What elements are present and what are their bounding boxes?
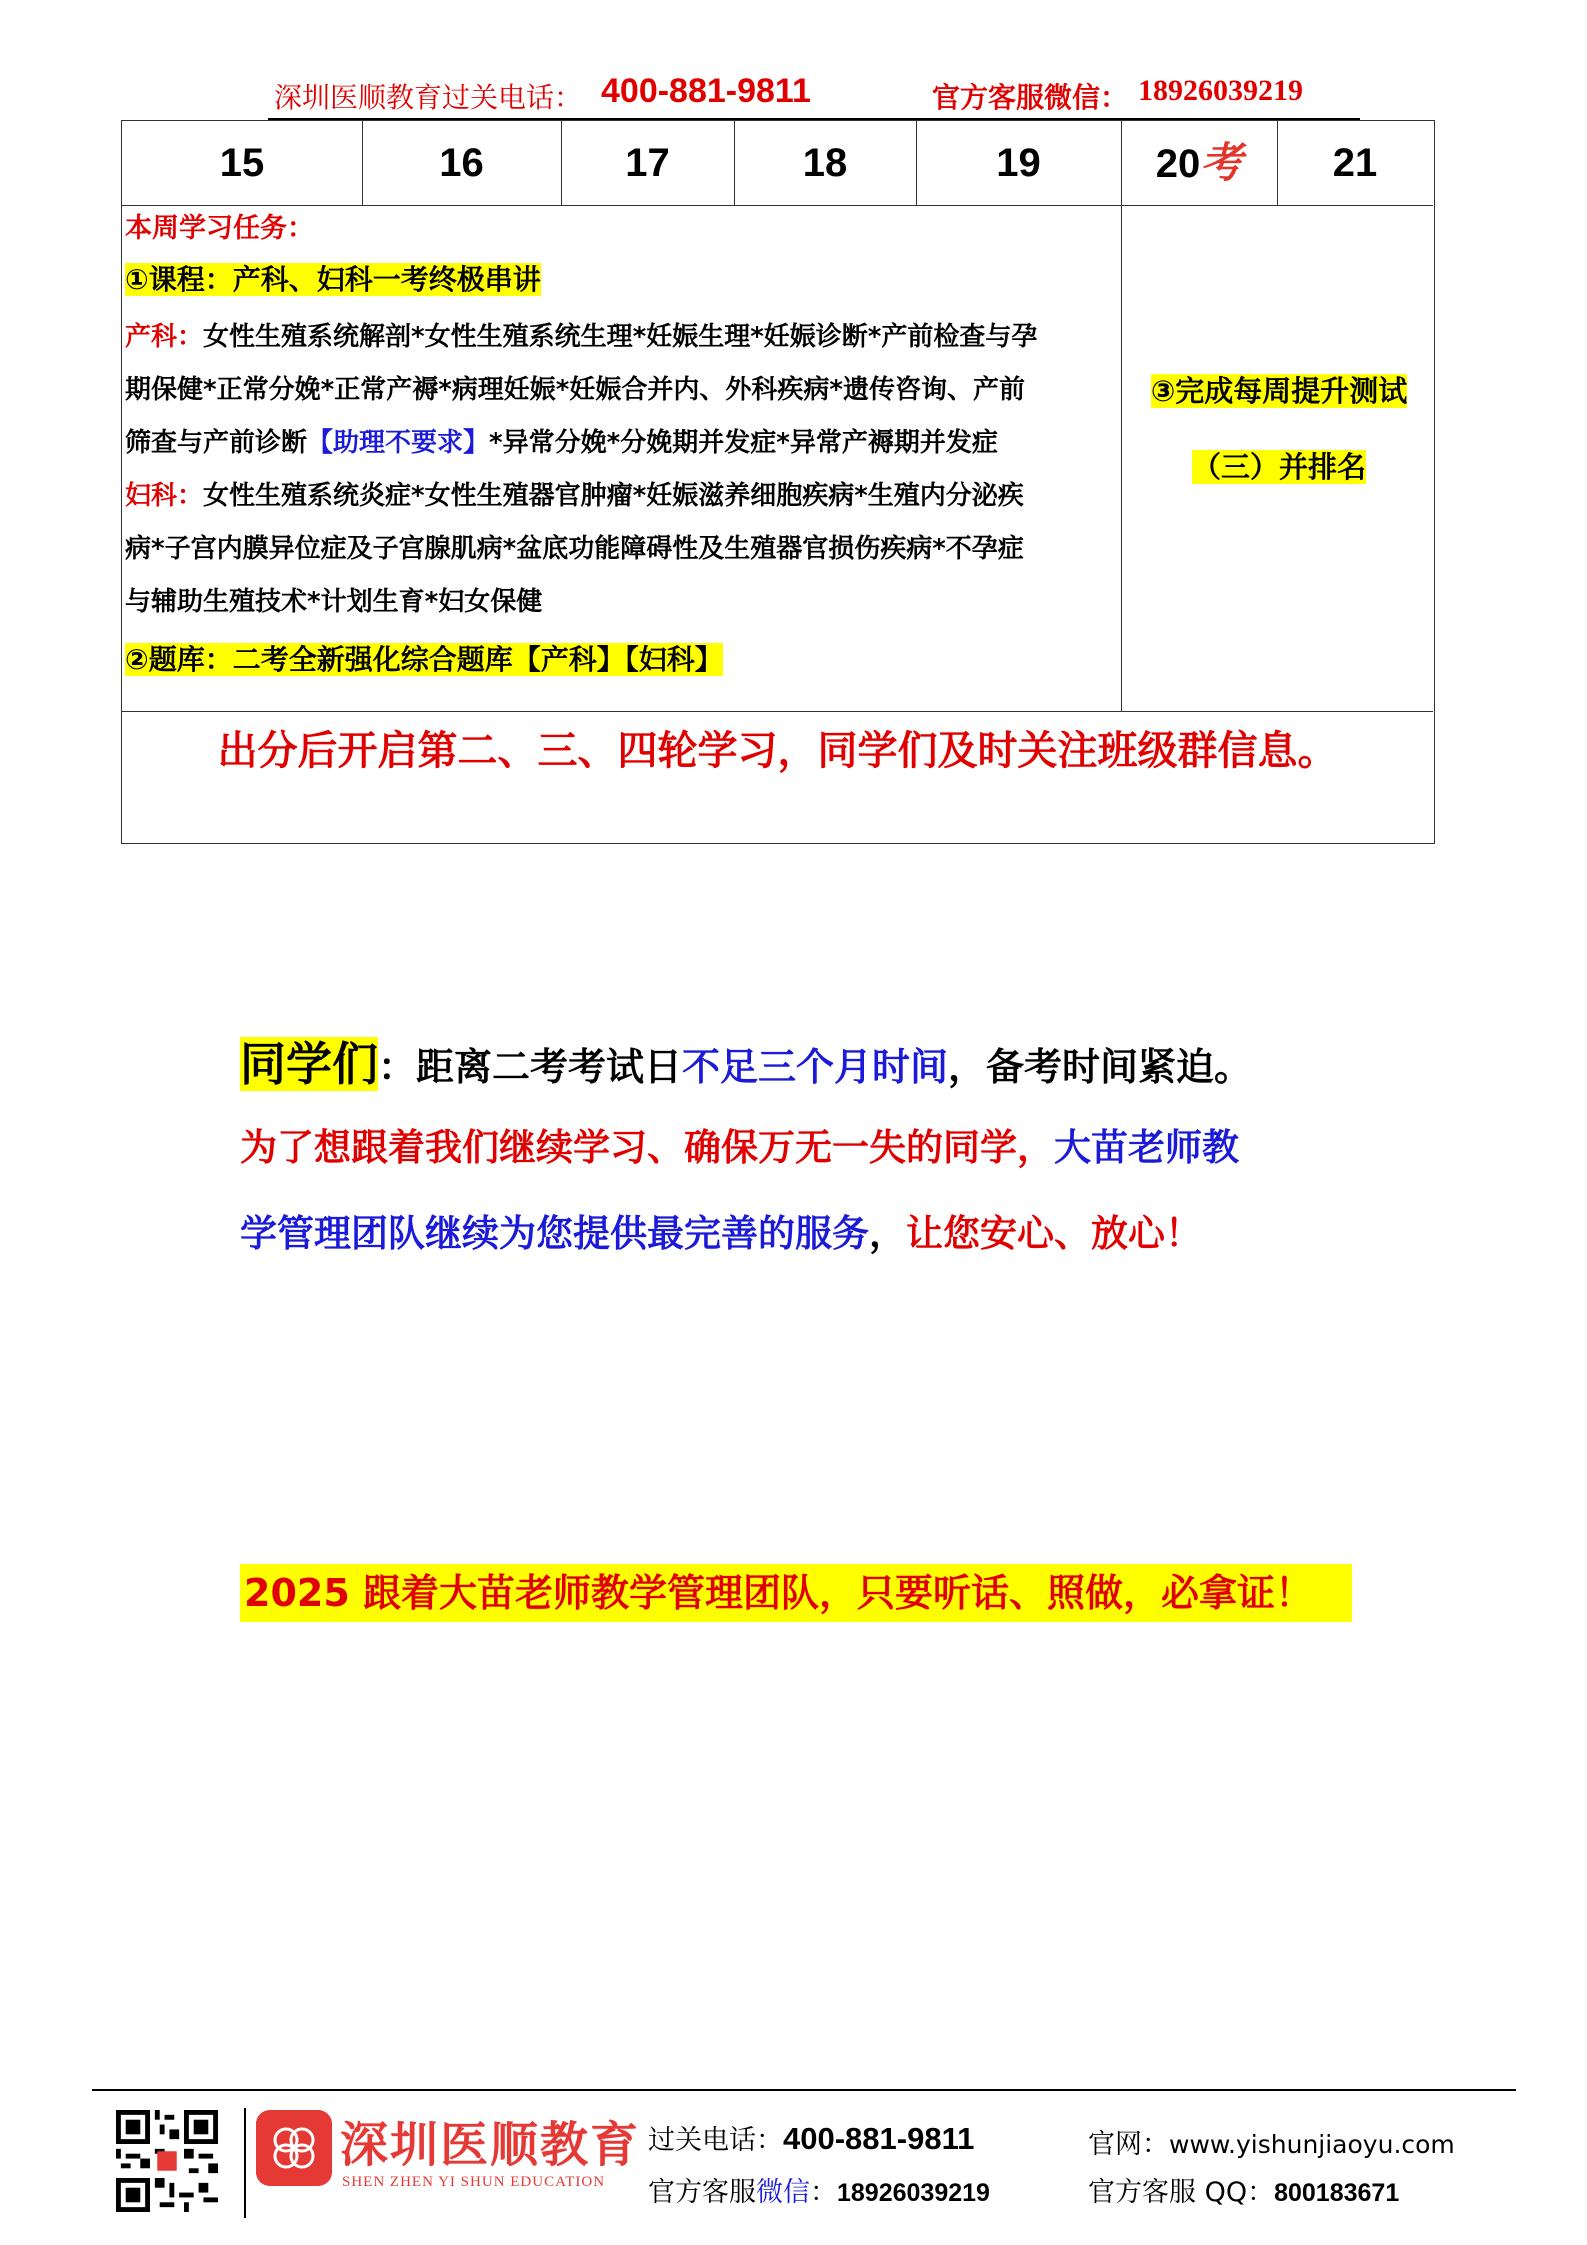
exam-day-mark: 考 xyxy=(1200,138,1243,187)
obstetrics-label: 产科： xyxy=(125,322,204,352)
gynecology-line-3: 与辅助生殖技术*计划生育*妇女保健 xyxy=(125,587,543,617)
notice-emphasis: 不足三个月时间 xyxy=(682,1045,949,1089)
gynecology-text: 女性生殖系统炎症*女性生殖器官肿瘤*妊娠滋养细胞疾病*生殖内分泌疾 xyxy=(203,481,1024,511)
header-phone: 400-881-9811 xyxy=(601,72,811,110)
notice-emphasis: 学管理团队继续为您提供最完善的服务 xyxy=(240,1212,869,1255)
course-heading: ①课程：产科、妇科一考终极串讲 xyxy=(125,263,541,296)
yishun-logo-icon xyxy=(256,2110,332,2186)
notice-text: 让您安心、放心！ xyxy=(906,1212,1202,1255)
day-cell: 17 xyxy=(625,141,670,185)
day-cell: 19 xyxy=(996,141,1041,185)
weekly-tasks xyxy=(125,209,1120,691)
obstetrics-text: *异常分娩*分娩期并发症*异常产褥期并发症 xyxy=(489,428,998,458)
footer-divider xyxy=(92,2089,1516,2091)
obstetrics-line-2: 期保健*正常分娩*正常产褥*病理妊娠*妊娠合并内、外科疾病*遗传咨询、产前 xyxy=(125,375,1025,405)
qr-code-icon xyxy=(116,2110,218,2212)
tasks-title: 本周学习任务： xyxy=(125,213,314,244)
footer-brand-english: SHEN ZHEN YI SHUN EDUCATION xyxy=(342,2174,606,2190)
footer-website-url[interactable]: www.yishunjiaoyu.com xyxy=(1169,2130,1455,2159)
notice-text: 为了想跟着我们继续学习、确保万无一失的同学， xyxy=(240,1126,1054,1169)
day-cell: 16 xyxy=(439,141,484,185)
page-header xyxy=(268,72,1360,118)
footer-wechat-label-emphasis: 微信 xyxy=(756,2177,810,2208)
gynecology-line-1 xyxy=(125,470,1120,523)
grid-line xyxy=(1121,121,1122,711)
header-wechat: 18926039219 xyxy=(1138,74,1303,107)
notice-text: ， xyxy=(869,1212,906,1255)
footer-qq-number: 800183671 xyxy=(1274,2179,1400,2207)
next-rounds-banner: 出分后开启第二、三、四轮学习，同学们及时关注班级群信息。 xyxy=(217,728,1338,774)
question-bank-heading: ②题库：二考全新强化综合题库【产科】【妇科】 xyxy=(125,643,723,676)
obstetrics-line-3 xyxy=(125,417,1120,470)
gynecology-label: 妇科： xyxy=(125,481,204,511)
footer-phone-label: 过关电话： xyxy=(648,2125,783,2156)
footer-separator xyxy=(244,2108,246,2218)
day-number: 20 xyxy=(1155,142,1201,186)
footer-website xyxy=(1088,2122,1455,2161)
footer-wechat-number: 18926039219 xyxy=(837,2179,990,2207)
obstetrics-text: 筛查与产前诊断 xyxy=(125,428,308,458)
weekly-test xyxy=(1124,353,1434,505)
footer-website-label: 官网： xyxy=(1088,2129,1169,2160)
footer-qq-label: 官方客服 QQ： xyxy=(1088,2177,1275,2208)
assistant-not-required-note: 【助理不要求】 xyxy=(307,428,490,458)
footer-wechat-label: 官方客服 xyxy=(648,2177,756,2208)
footer-qq xyxy=(1088,2170,1399,2209)
notice-paragraph xyxy=(240,1026,1370,1277)
day-cell: 21 xyxy=(1332,141,1378,185)
notice-text: ，备考时间紧迫。 xyxy=(948,1045,1253,1089)
weekly-test-line-1: ③完成每周提升测试 xyxy=(1150,374,1408,408)
obstetrics-text: 女性生殖系统解剖*女性生殖系统生理*妊娠生理*妊娠诊断*产前检查与孕 xyxy=(203,322,1038,352)
notice-line-2 xyxy=(240,1105,1370,1191)
header-phone-label: 深圳医顺教育过关电话： xyxy=(274,81,583,114)
slogan-banner: 2025 跟着大苗老师教学管理团队，只要听话、照做，必拿证！ xyxy=(240,1564,1352,1622)
schedule-table xyxy=(121,120,1435,844)
notice-text: ：距离二考考试日 xyxy=(378,1045,683,1089)
footer-wechat xyxy=(648,2170,990,2209)
header-wechat-label: 官方客服微信： xyxy=(932,81,1129,114)
footer-phone xyxy=(648,2118,974,2157)
weekly-test-line-2: （三）并排名 xyxy=(1191,450,1366,484)
notice-line-1 xyxy=(240,1026,1370,1105)
footer-brand-name: 深圳医顺教育 xyxy=(340,2117,641,2173)
obstetrics-line-1 xyxy=(125,311,1120,364)
notice-emphasis: 大苗老师教 xyxy=(1054,1126,1239,1169)
footer-phone-number: 400-881-9811 xyxy=(783,2121,975,2156)
day-cell-exam xyxy=(1121,121,1277,205)
notice-lead: 同学们 xyxy=(240,1037,378,1091)
day-cell: 15 xyxy=(219,141,265,185)
gynecology-line-2: 病*子宫内膜异位症及子宫腺肌病*盆底功能障碍性及生殖器官损伤疾病*不孕症 xyxy=(125,534,1024,564)
day-cell: 18 xyxy=(802,141,848,185)
footer-wechat-colon: ： xyxy=(810,2177,837,2208)
notice-line-3 xyxy=(240,1191,1370,1277)
grid-line xyxy=(122,205,1433,206)
